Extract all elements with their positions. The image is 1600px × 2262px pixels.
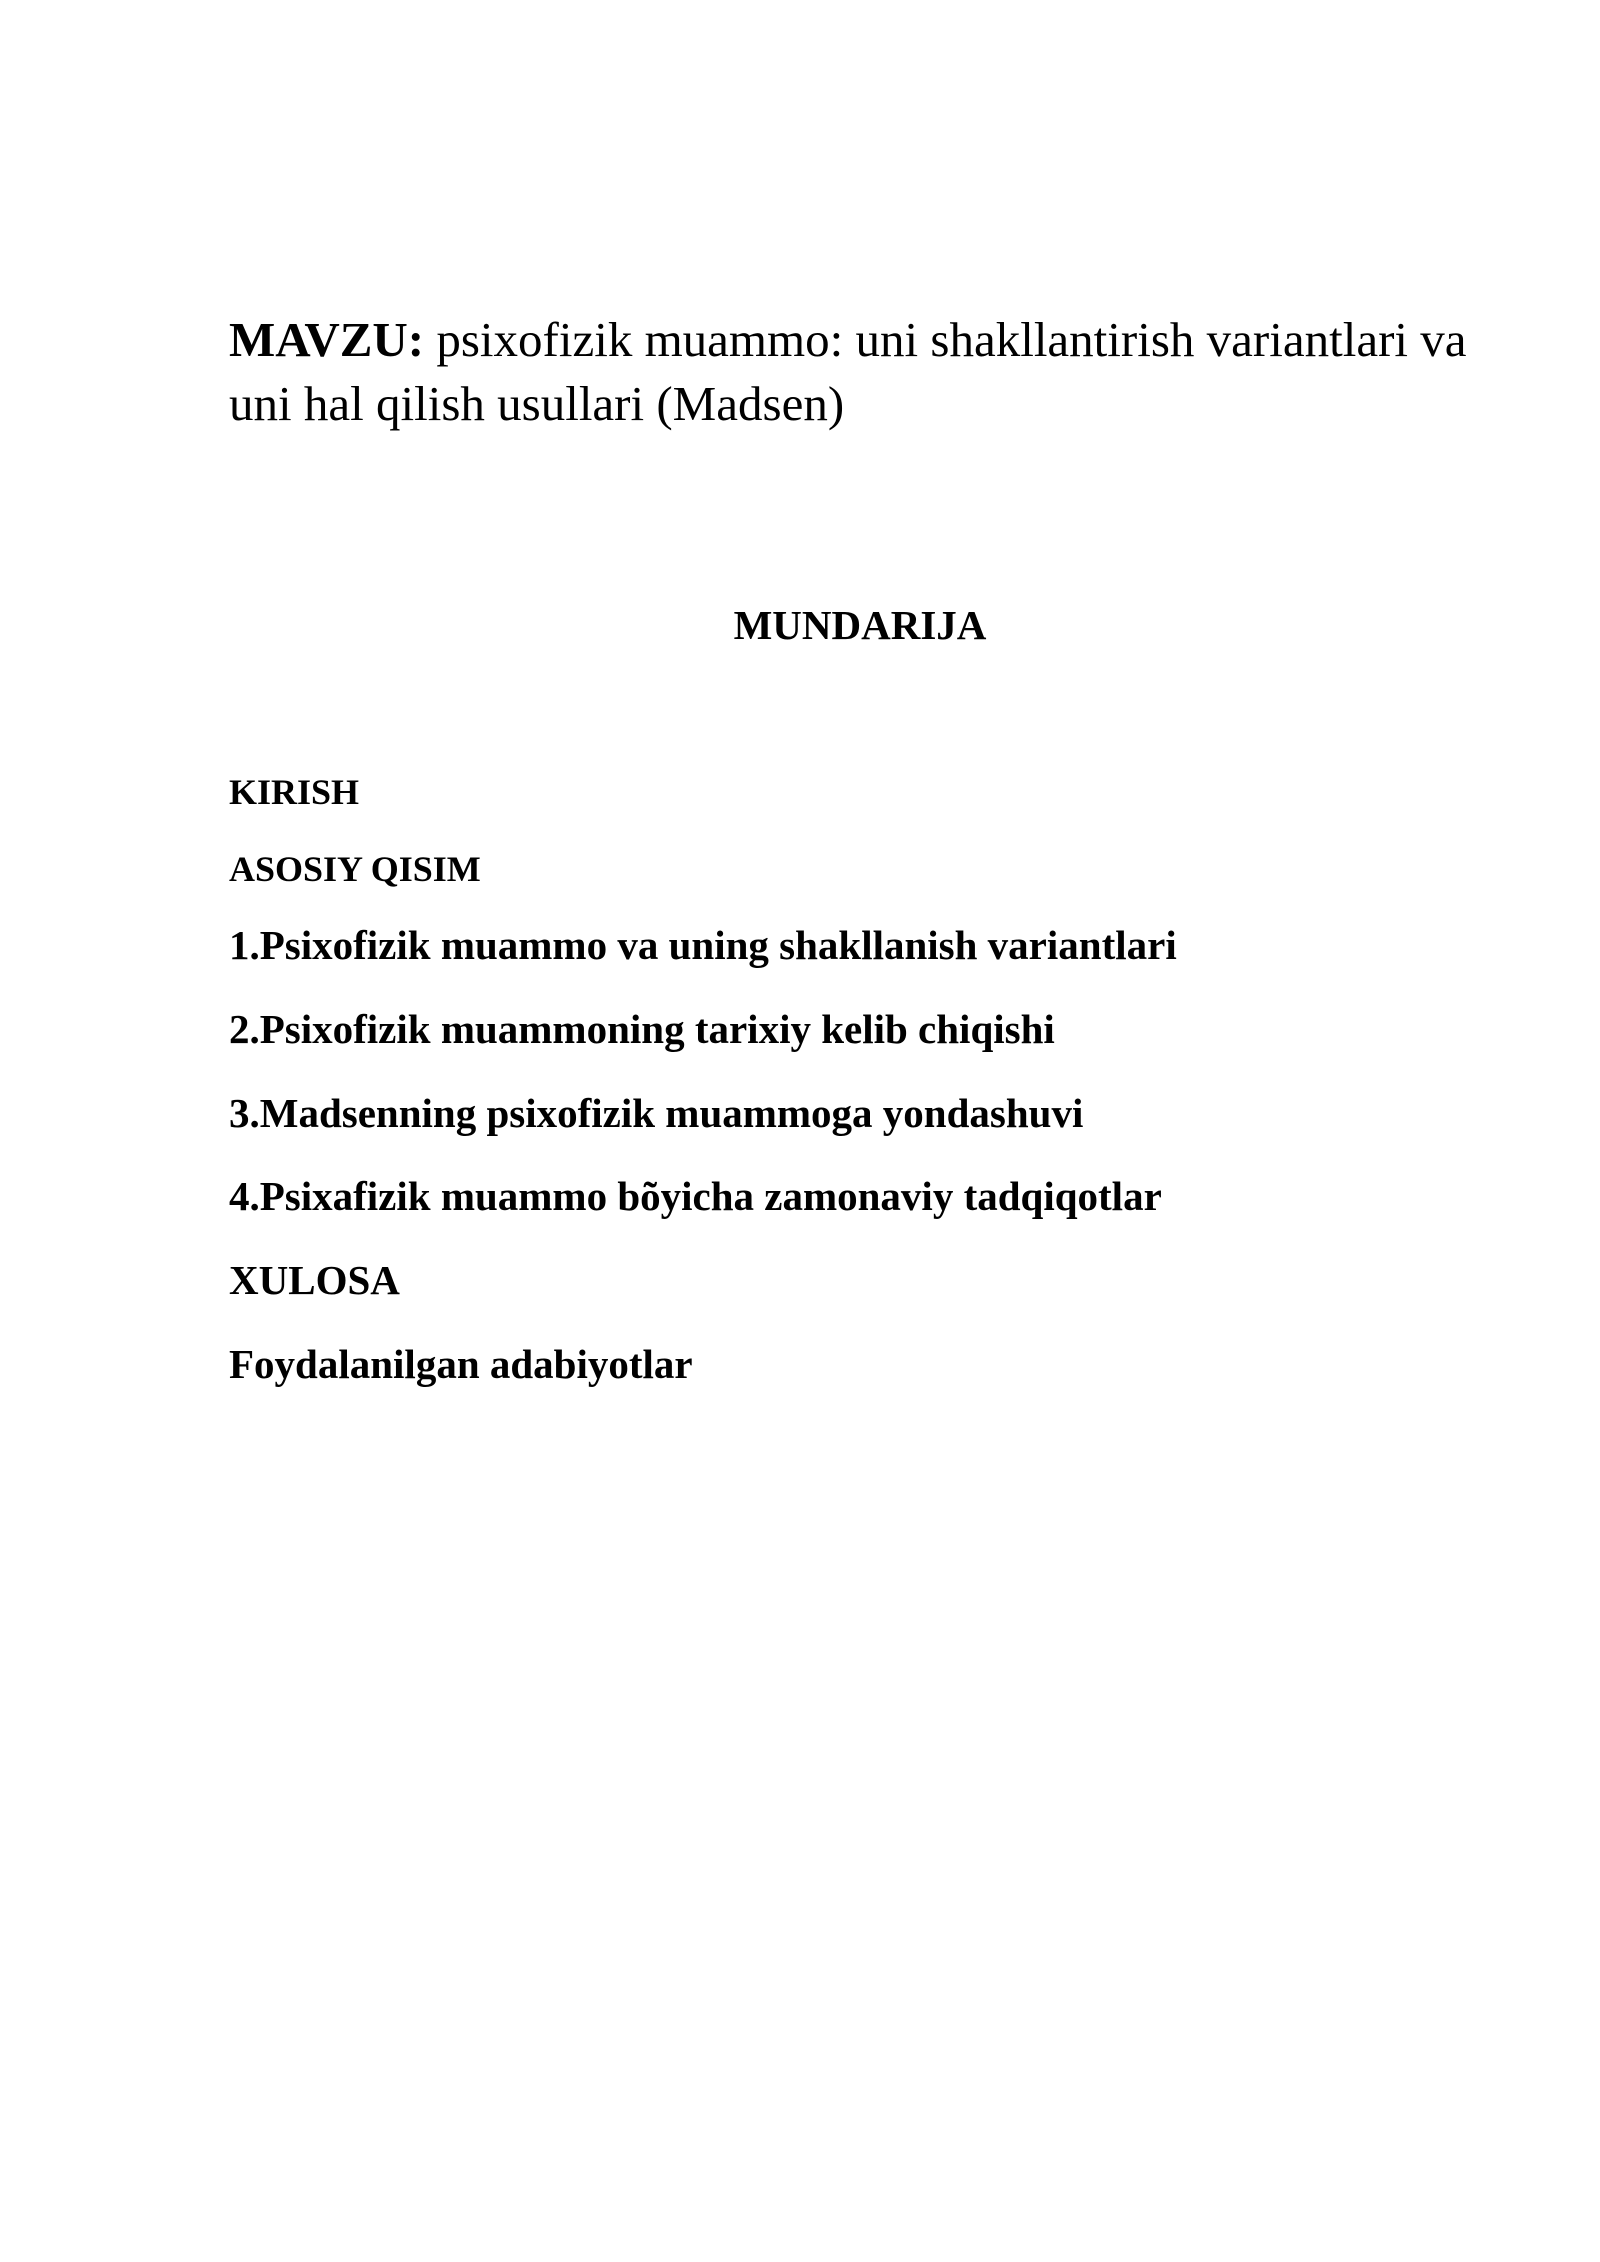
toc-item-section-2: 2.Psixofizik muammoning tarixiy kelib chiqishi: [229, 1006, 1055, 1052]
topic-label: MAVZU:: [229, 312, 425, 367]
toc-item-section-3: 3.Madsenning psixofizik muammoga yondashuvi: [229, 1090, 1084, 1136]
topic-paragraph: [229, 308, 1499, 436]
topic-text: psixofizik muammo: uni shakllantirish variantlari va uni hal qilish usullari (Madsen): [229, 312, 1467, 431]
toc-heading: MUNDARIJA: [733, 602, 987, 648]
toc-item-section-4: 4.Psixafizik muammo bõyicha zamonaviy tadqiqotlar: [229, 1173, 1162, 1219]
toc-item-asosiy-qisim: ASOSIY QISIM: [229, 849, 481, 889]
toc-item-references: Foydalanilgan adabiyotlar: [229, 1341, 693, 1387]
toc-item-xulosa: XULOSA: [229, 1257, 400, 1303]
toc-item-section-1: 1.Psixofizik muammo va uning shakllanish variantlari: [229, 922, 1177, 968]
toc-item-kirish: KIRISH: [229, 772, 360, 812]
